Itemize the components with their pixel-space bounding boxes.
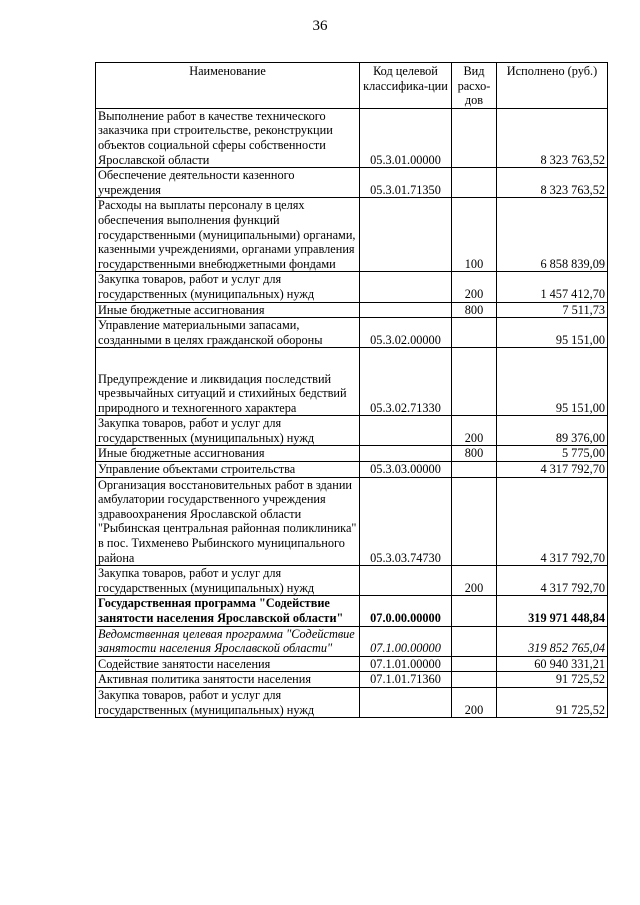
cell-sum: 8 323 763,52 [497,108,608,167]
cell-code: 05.3.03.74730 [360,477,452,566]
table-row [96,318,608,348]
cell-name: Содействие занятости населения [96,656,360,672]
table-row [96,656,608,672]
cell-kind [452,318,497,348]
cell-code [360,302,452,318]
cell-name: Активная политика занятости населения [96,672,360,688]
cell-kind [452,477,497,566]
cell-kind: 200 [452,687,497,717]
cell-kind [452,168,497,198]
cell-sum: 319 971 448,84 [497,596,608,626]
table-row [96,626,608,656]
cell-sum: 60 940 331,21 [497,656,608,672]
table-row [96,168,608,198]
cell-name: Закупка товаров, работ и услуг для государственных (муниципальных) нужд [96,416,360,446]
cell-kind: 800 [452,446,497,462]
cell-kind [452,596,497,626]
table-row [96,272,608,302]
cell-sum: 6 858 839,09 [497,198,608,272]
cell-kind [452,348,497,416]
cell-kind: 200 [452,566,497,596]
cell-code: 07.1.01.00000 [360,656,452,672]
table-row [96,302,608,318]
cell-sum: 4 317 792,70 [497,566,608,596]
cell-name: Закупка товаров, работ и услуг для государственных (муниципальных) нужд [96,687,360,717]
table-row [96,416,608,446]
page-number: 36 [312,18,328,34]
cell-sum: 1 457 412,70 [497,272,608,302]
cell-name: Закупка товаров, работ и услуг для государственных (муниципальных) нужд [96,566,360,596]
cell-kind: 200 [452,416,497,446]
header-kind: Вид расхо-дов [452,63,497,109]
cell-sum: 89 376,00 [497,416,608,446]
table-row [96,198,608,272]
table-row [96,446,608,462]
table-row [96,596,608,626]
cell-name: Государственная программа "Содействие занятости населения Ярославской области" [96,596,360,626]
table-row [96,477,608,566]
cell-name: Расходы на выплаты персоналу в целях обеспечения выполнения функций государственными (муниципальными) органами, казенными учреждениями, органами управления государственными внебюджетными фондами [96,198,360,272]
cell-name: Организация восстановительных работ в здании амбулатории государственного учреждения здравоохранения Ярославской области "Рыбинская центральная районная поликлиника" в пос. Тихменево Рыбинского муниципального района [96,477,360,566]
cell-name: Обеспечение деятельности казенного учреждения [96,168,360,198]
cell-code: 05.3.03.00000 [360,462,452,478]
cell-name: Иные бюджетные ассигнования [96,446,360,462]
table-row [96,566,608,596]
cell-name: Закупка товаров, работ и услуг для государственных (муниципальных) нужд [96,272,360,302]
table-row [96,672,608,688]
cell-code: 05.3.01.00000 [360,108,452,167]
cell-name: Управление материальными запасами, созданными в целях гражданской обороны [96,318,360,348]
cell-name: Управление объектами строительства [96,462,360,478]
cell-kind: 200 [452,272,497,302]
header-sum: Исполнено (руб.) [497,63,608,109]
cell-name: Ведомственная целевая программа "Содействие занятости населения Ярославской области" [96,626,360,656]
cell-sum: 91 725,52 [497,672,608,688]
cell-kind [452,656,497,672]
cell-code [360,198,452,272]
cell-name: Иные бюджетные ассигнования [96,302,360,318]
cell-sum: 8 323 763,52 [497,168,608,198]
cell-code: 07.0.00.00000 [360,596,452,626]
table-row [96,462,608,478]
header-name: Наименование [96,63,360,109]
cell-sum: 319 852 765,04 [497,626,608,656]
cell-code: 05.3.02.00000 [360,318,452,348]
header-code: Код целевой классифика-ции [360,63,452,109]
cell-kind [452,108,497,167]
cell-code: 07.1.00.00000 [360,626,452,656]
cell-code: 07.1.01.71360 [360,672,452,688]
table-row [96,348,608,416]
cell-code [360,272,452,302]
cell-sum: 95 151,00 [497,348,608,416]
cell-kind: 100 [452,198,497,272]
cell-kind [452,672,497,688]
cell-code [360,416,452,446]
cell-sum: 5 775,00 [497,446,608,462]
cell-kind [452,462,497,478]
cell-name: Выполнение работ в качестве технического заказчика при строительстве, реконструкции объектов социальной сферы собственности Ярославской области [96,108,360,167]
cell-kind: 800 [452,302,497,318]
cell-kind [452,626,497,656]
cell-name: Предупреждение и ликвидация последствий чрезвычайных ситуаций и стихийных бедствий природного и техногенного характера [96,348,360,416]
cell-sum: 4 317 792,70 [497,477,608,566]
cell-sum: 4 317 792,70 [497,462,608,478]
cell-sum: 7 511,73 [497,302,608,318]
cell-code: 05.3.02.71330 [360,348,452,416]
cell-code [360,687,452,717]
table-row [96,108,608,167]
cell-code [360,566,452,596]
cell-sum: 91 725,52 [497,687,608,717]
table-row [96,687,608,717]
cell-sum: 95 151,00 [497,318,608,348]
cell-code [360,446,452,462]
cell-code: 05.3.01.71350 [360,168,452,198]
budget-table [95,62,608,718]
table-header-row [96,63,608,109]
